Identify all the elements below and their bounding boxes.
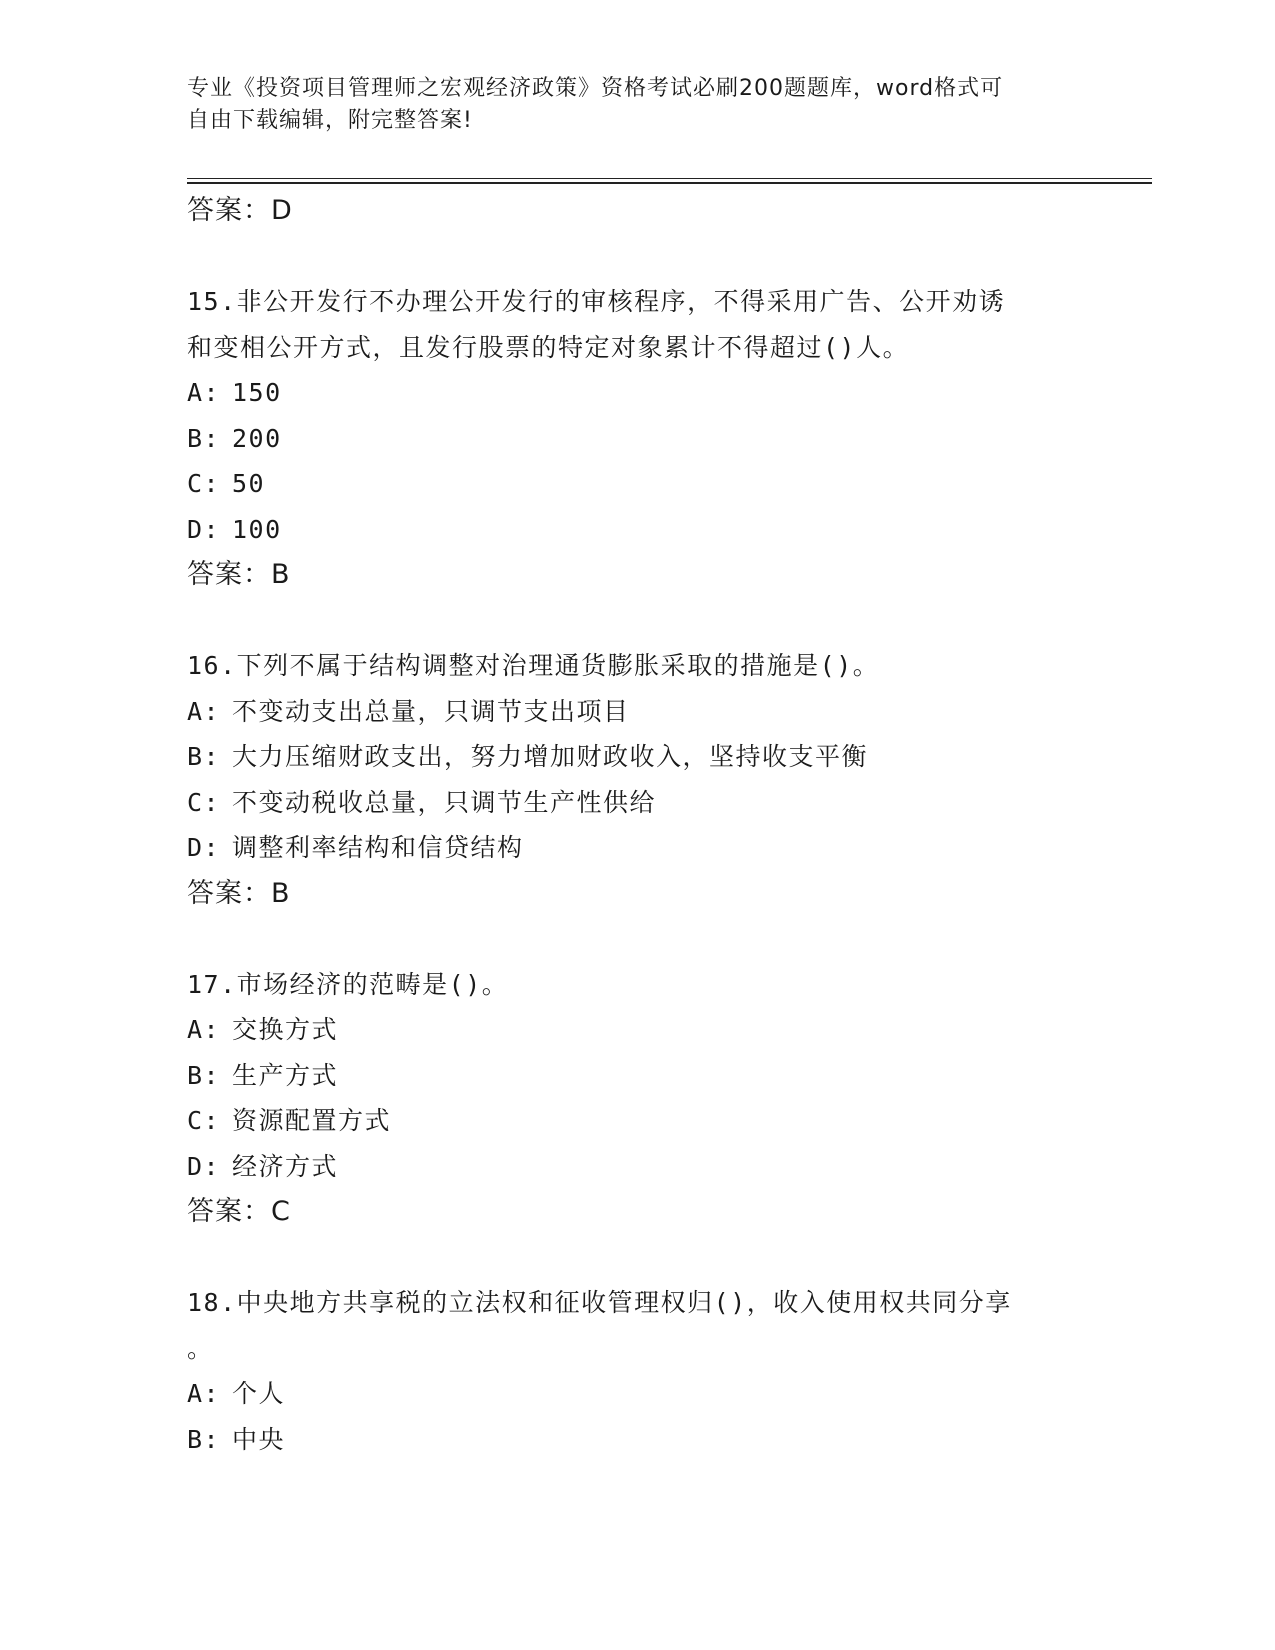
option-a: [187, 689, 1087, 735]
question-stem-line: 和变相公开方式，且发行股票的特定对象累计不得超过()人。: [187, 332, 910, 362]
question-stem-line: 15.非公开发行不办理公开发行的审核程序，不得采用广告、公开劝诱: [187, 287, 1006, 316]
option-letter: A:: [187, 1015, 221, 1044]
option-a: [187, 1007, 1087, 1053]
question-16: [187, 643, 1087, 917]
option-c: [187, 461, 1087, 507]
header-rule-thin: [187, 178, 1152, 179]
option-text: 中央: [232, 1424, 286, 1454]
option-letter: C:: [187, 1106, 221, 1135]
option-a: [187, 370, 1087, 416]
question-stem-line: 18.中央地方共享税的立法权和征收管理权归()，收入使用权共同分享: [187, 1288, 1012, 1317]
option-text: 个人: [232, 1379, 286, 1408]
option-text: 调整利率结构和信贷结构: [232, 833, 524, 862]
question-list: [187, 188, 1087, 1462]
answer-line: [187, 552, 1087, 598]
header-title-line-1: 专业《投资项目管理师之宏观经济政策》资格考试必刷200题题库，word格式可: [187, 76, 1004, 101]
question-stem: [187, 279, 1087, 370]
question-18: [187, 1280, 1087, 1462]
answer-label: 答案：: [187, 559, 271, 590]
option-letter: C:: [187, 787, 221, 817]
answer-value: C: [271, 1196, 291, 1227]
option-letter: C:: [187, 469, 221, 498]
option-d: [187, 825, 1087, 871]
page-header: [187, 73, 1067, 137]
option-letter: D:: [187, 514, 221, 544]
option-text: 生产方式: [232, 1060, 339, 1090]
option-letter: B:: [187, 742, 221, 771]
answer-value: B: [271, 559, 291, 590]
option-letter: A:: [187, 378, 221, 407]
question-stem: [187, 643, 1087, 689]
option-text: 不变动税收总量，只调节生产性供给: [232, 787, 657, 817]
option-text: 200: [232, 423, 282, 453]
option-text: 50: [232, 469, 266, 498]
option-b: [187, 1417, 1087, 1463]
option-letter: B:: [187, 423, 221, 453]
answer-line: [187, 1189, 1087, 1235]
option-a: [187, 1371, 1087, 1417]
option-text: 不变动支出总量，只调节支出项目: [232, 696, 630, 726]
option-c: [187, 780, 1087, 826]
option-text: 经济方式: [232, 1151, 339, 1181]
answer-line: [187, 871, 1087, 917]
option-letter: B:: [187, 1060, 221, 1090]
question-stem-line: 16.下列不属于结构调整对治理通货膨胀采取的措施是()。: [187, 651, 880, 680]
answer-label: 答案：: [187, 195, 271, 226]
answer-value: B: [271, 877, 291, 909]
option-b: [187, 416, 1087, 462]
option-letter: A:: [187, 696, 221, 726]
option-letter: B:: [187, 1424, 221, 1454]
answer-line: [187, 188, 1087, 234]
option-c: [187, 1098, 1087, 1144]
option-text: 交换方式: [232, 1015, 339, 1044]
option-text: 资源配置方式: [232, 1106, 392, 1135]
header-rule-thick: [187, 182, 1152, 184]
header-title-line-2: 自由下载编辑，附完整答案!: [187, 108, 473, 133]
option-letter: A:: [187, 1379, 221, 1408]
option-d: [187, 507, 1087, 553]
option-text: 150: [232, 378, 282, 407]
question-15: [187, 279, 1087, 598]
option-letter: D:: [187, 833, 221, 862]
answer-value: D: [271, 195, 293, 226]
question-stem: [187, 962, 1087, 1008]
question-17: [187, 962, 1087, 1236]
question-stem: [187, 1280, 1087, 1371]
option-text: 大力压缩财政支出，努力增加财政收入，坚持收支平衡: [232, 742, 869, 771]
option-b: [187, 734, 1087, 780]
option-b: [187, 1053, 1087, 1099]
answer-label: 答案：: [187, 877, 271, 909]
option-text: 100: [232, 514, 282, 544]
question-stem-line: 17.市场经济的范畴是()。: [187, 969, 509, 999]
option-letter: D:: [187, 1151, 221, 1181]
question-stem-line: 。: [187, 1333, 214, 1363]
answer-label: 答案：: [187, 1196, 271, 1227]
option-d: [187, 1144, 1087, 1190]
